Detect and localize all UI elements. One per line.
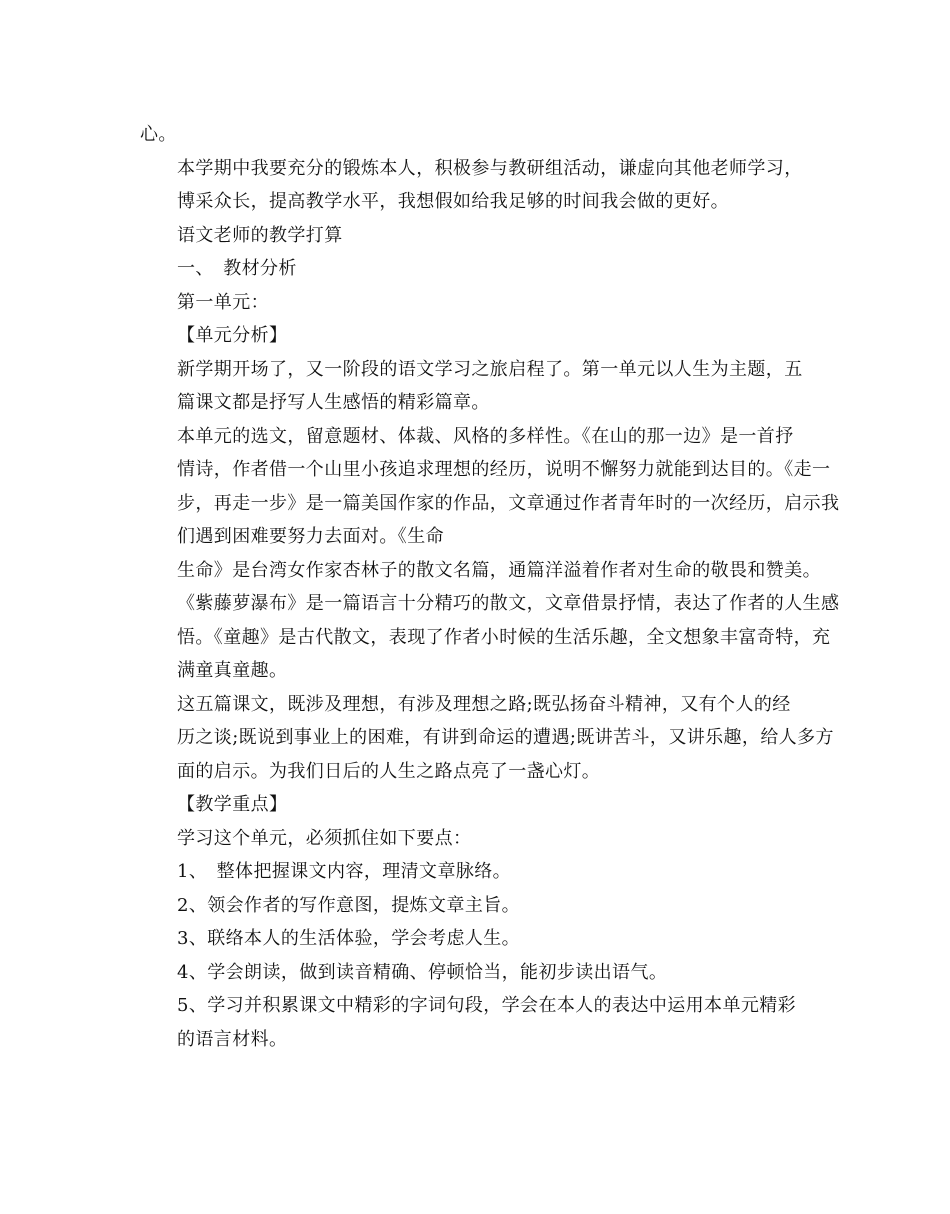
paragraph <box>140 118 820 152</box>
text-line: 生命》是台湾女作家杏林子的散文名篇，通篇洋溢着作者对生命的敬畏和赞美。 <box>177 559 821 581</box>
paragraph <box>140 788 820 822</box>
text-line: 《紫藤萝瀑布》是一篇语言十分精巧的散文，文章借景抒情，表达了作者的人生感 <box>177 593 840 614</box>
text-line: 第一单元： <box>177 291 269 313</box>
paragraph <box>140 554 840 688</box>
paragraph <box>140 420 840 554</box>
text-line: 4、学会朗读，做到读音精确、停顿恰当，能初步读出语气。 <box>177 961 668 983</box>
text-line: 博采众长，提高教学水平，我想假如给我足够的时间我会做的更好。 <box>177 191 729 212</box>
text-line: 篇课文都是抒写人生感悟的精彩篇章。 <box>177 392 490 413</box>
text-line: 本单元的选文，留意题材、体裁、风格的多样性。《在山的那一边》是一首抒 <box>177 425 794 447</box>
text-line: 学习这个单元，必须抓住如下要点： <box>177 827 472 849</box>
paragraph <box>140 822 820 856</box>
text-line: 【教学重点】 <box>177 794 288 815</box>
text-line: 3、联络本人的生活体验，学会考虑人生。 <box>177 928 521 949</box>
paragraph <box>140 219 820 253</box>
paragraph <box>140 319 820 353</box>
paragraph <box>140 889 820 923</box>
text-line: 的语言材料。 <box>177 1028 288 1050</box>
paragraph <box>140 922 820 956</box>
paragraph <box>140 989 820 1056</box>
paragraph <box>140 855 820 889</box>
document-body <box>140 118 840 1056</box>
text-line: 面的启示。为我们日后的人生之路点亮了一盏心灯。 <box>177 760 601 782</box>
paragraph <box>140 956 820 990</box>
text-line: 步，再走一步》是一篇美国作家的作品，文章通过作者青年时的一次经历，启示我 <box>177 492 840 514</box>
text-line: 新学期开场了，又一阶段的语文学习之旅启程了。第一单元以人生为主题，五 <box>177 358 803 380</box>
text-line: 一、 教材分析 <box>177 258 297 279</box>
text-line: 1、 整体把握课文内容，理清文章脉络。 <box>177 861 512 882</box>
text-line: 情诗，作者借一个山里小孩追求理想的经历，说明不懈努力就能到达目的。《走一 <box>177 459 831 480</box>
text-line: 心。 <box>140 124 177 145</box>
paragraph <box>140 688 834 789</box>
paragraph <box>140 286 820 320</box>
text-line: 历之谈;既说到事业上的困难，有讲到命运的遭遇;既讲苦斗，又讲乐趣，给人多方 <box>177 727 834 748</box>
text-line: 们遇到困难要努力去面对。《生命 <box>177 526 444 547</box>
paragraph <box>140 353 820 420</box>
text-line: 5、学习并积累课文中精彩的字词句段，学会在本人的表达中运用本单元精彩 <box>177 995 797 1016</box>
text-line: 悟。《童趣》是古代散文，表现了作者小时候的生活乐趣，全文想象丰富奇特，充 <box>177 626 831 648</box>
text-line: 2、领会作者的写作意图，提炼文章主旨。 <box>177 894 521 916</box>
paragraph <box>140 252 820 286</box>
text-line: 这五篇课文，既涉及理想，有涉及理想之路;既弘扬奋斗精神，又有个人的经 <box>177 693 791 715</box>
text-line: 语文老师的教学打算 <box>177 224 343 246</box>
paragraph <box>140 152 820 219</box>
text-line: 【单元分析】 <box>177 325 288 346</box>
text-line: 满童真童趣。 <box>177 660 288 681</box>
text-line: 本学期中我要充分的锻炼本人，积极参与教研组活动，谦虚向其他老师学习， <box>177 157 803 179</box>
